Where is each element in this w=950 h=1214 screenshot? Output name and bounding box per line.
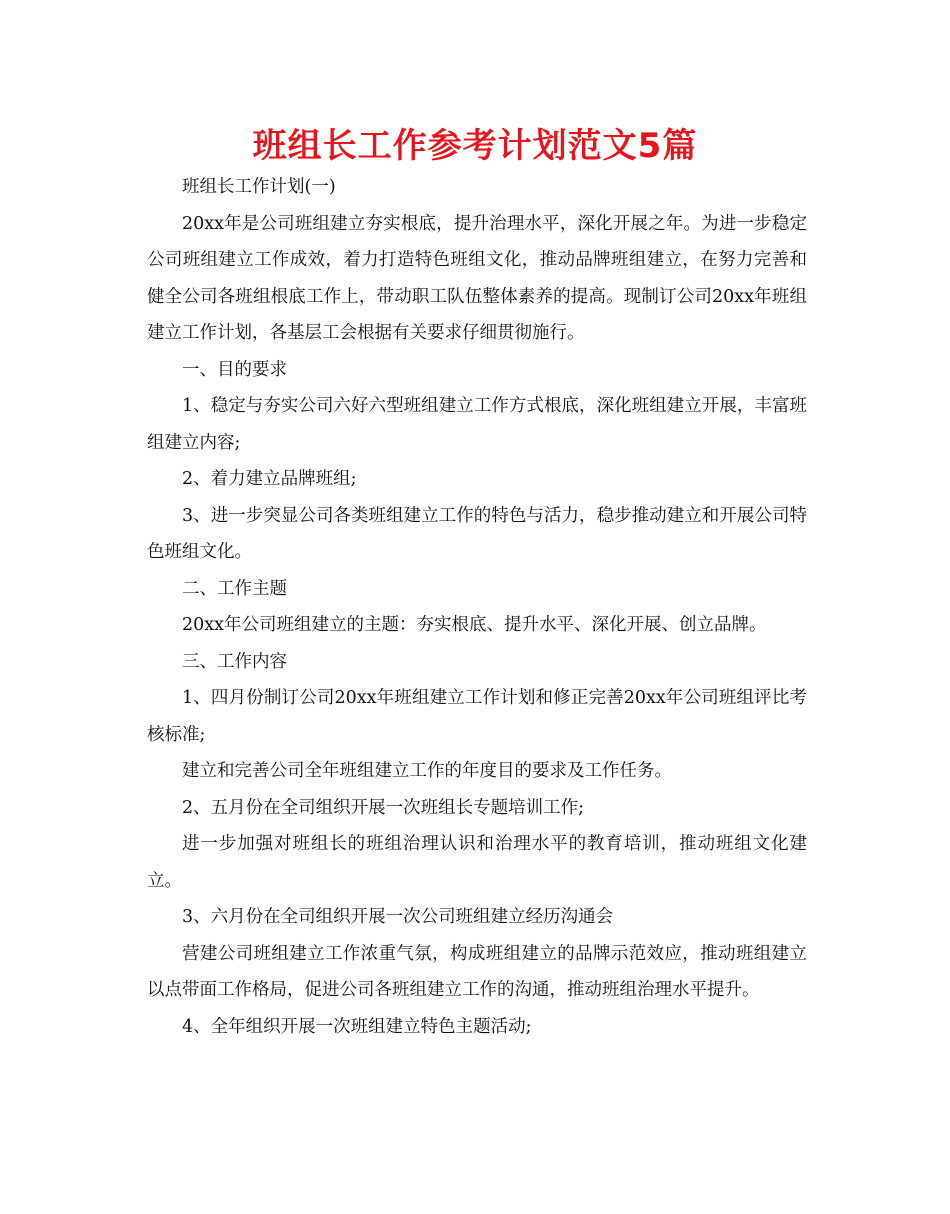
paragraph: 2、着力建立品牌班组;: [182, 469, 357, 489]
section-heading: 三、工作内容: [182, 651, 287, 672]
section-heading: 二、工作主题: [182, 578, 287, 599]
paragraph: 营建公司班组建立工作浓重气氛，构成班组建立的品牌示范效应，推动班组建立以点带面工作格局，促进公司各班组建立工作的沟通，推动班组治理水平提升。: [147, 943, 807, 1000]
paragraph: 20xx年是公司班组建立夯实根底，提升治理水平，深化开展之年。为进一步稳定公司班组建立工作成效，着力打造特色班组文化，推动品牌班组建立，在努力完善和健全公司各班组根底工作上，带动职工队伍整体素养的提高。现制订公司20xx年班组建立工作计划，各基层工会根据有关要求仔细贯彻施行。: [147, 213, 807, 343]
paragraph: 4、全年组织开展一次班组建立特色主题活动;: [182, 1016, 532, 1037]
paragraph: 1、四月份制订公司20xx年班组建立工作计划和修正完善20xx年公司班组评比考核标准;: [147, 688, 807, 745]
section-heading: 班组长工作计划(一): [182, 177, 336, 197]
section-heading: 一、目的要求: [182, 359, 287, 380]
document-title: 班组长工作参考计划范文5篇: [252, 126, 698, 166]
paragraph: 1、稳定与夯实公司六好六型班组建立工作方式根底，深化班组建立开展，丰富班组建立内容;: [147, 396, 807, 453]
paragraph: 3、进一步突显公司各类班组建立工作的特色与活力，稳步推动建立和开展公司特色班组文化。: [147, 505, 807, 562]
paragraph: 进一步加强对班组长的班组治理认识和治理水平的教育培训，推动班组文化建立。: [147, 834, 807, 891]
paragraph: 建立和完善公司全年班组建立工作的年度目的要求及工作任务。: [182, 761, 672, 781]
paragraph: 2、五月份在全司组织开展一次班组长专题培训工作;: [182, 797, 585, 818]
paragraph: 3、六月份在全司组织开展一次公司班组建立经历沟通会: [182, 907, 614, 927]
paragraph: 20xx年公司班组建立的主题：夯实根底、提升水平、深化开展、创立品牌。: [182, 615, 767, 635]
document-body: [147, 169, 807, 1045]
